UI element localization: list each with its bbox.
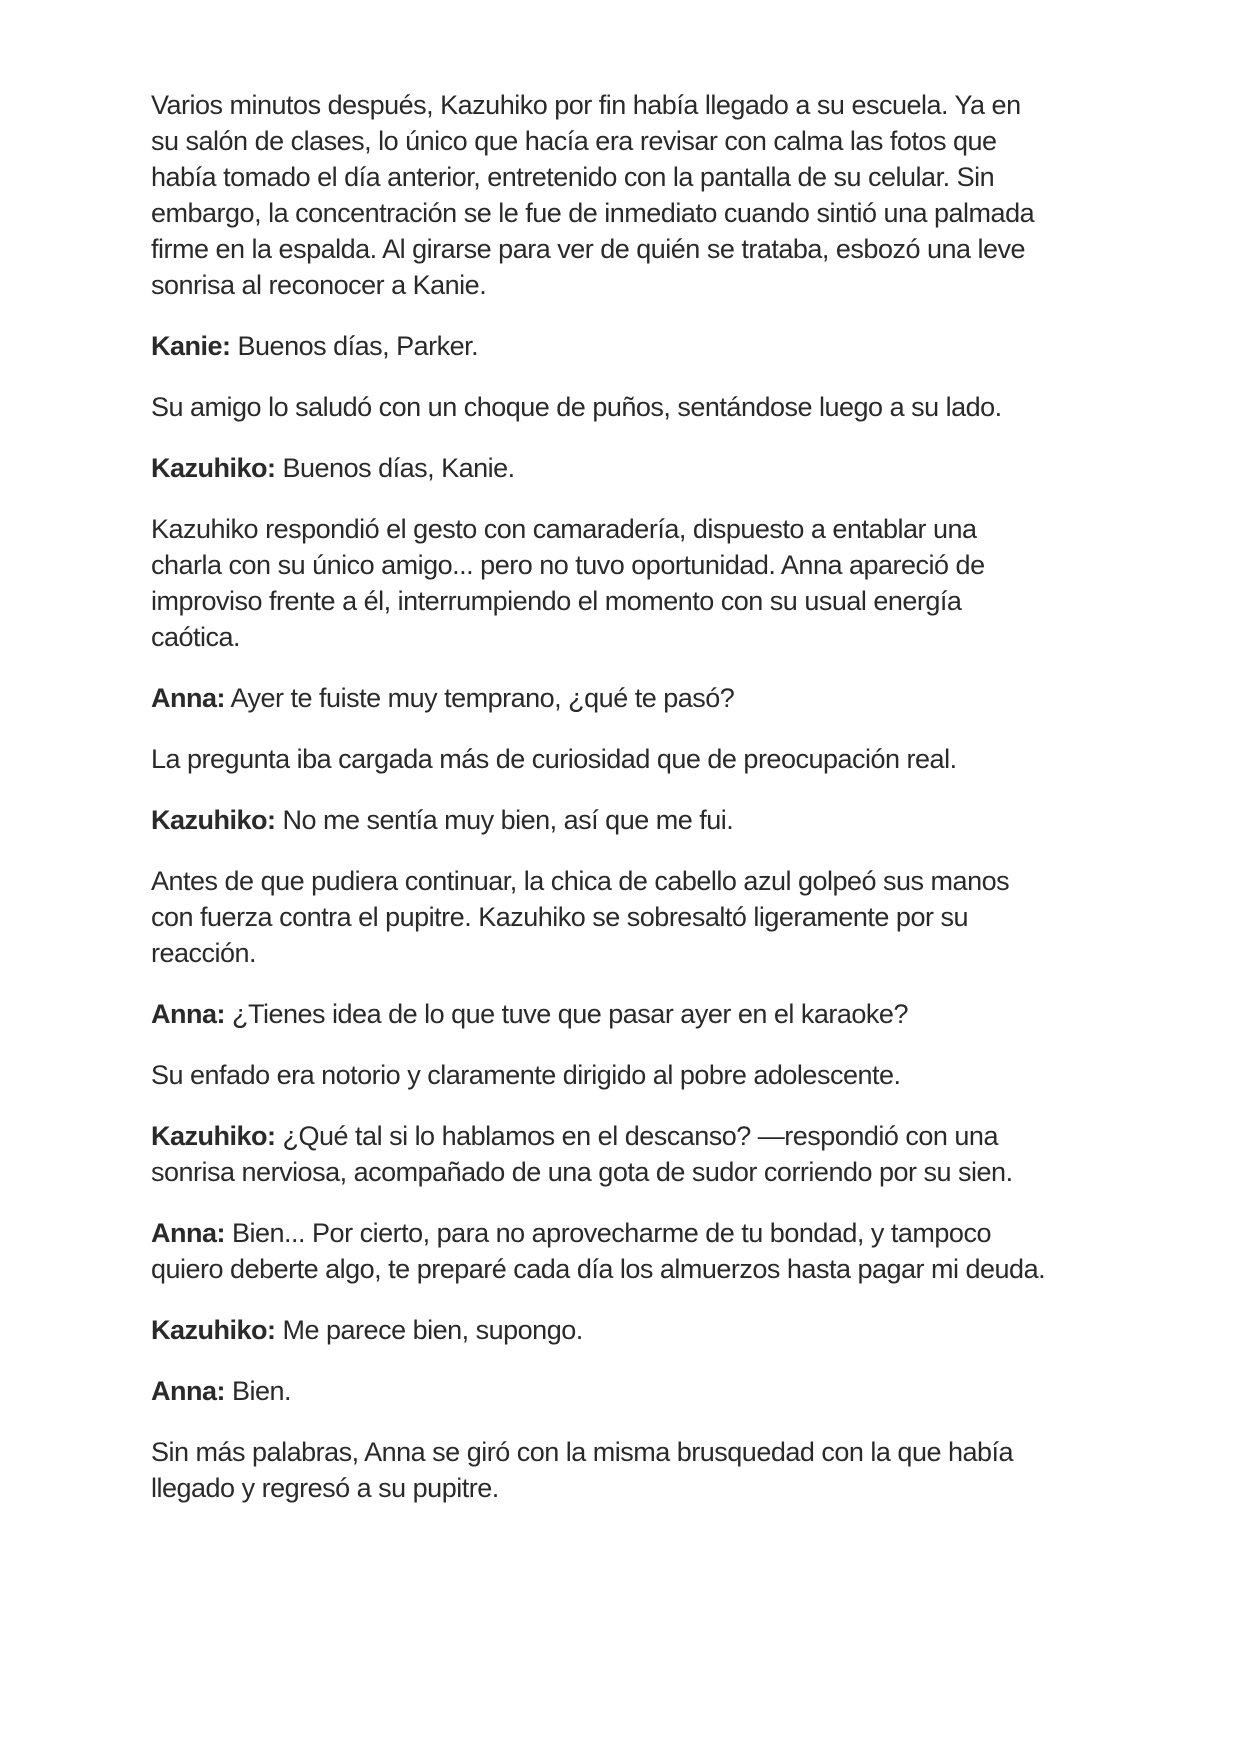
speaker-name: Kazuhiko:: [151, 453, 276, 483]
line-text: embargo, la concentración se le fue de inmediato cuando sintió una palmada: [151, 198, 1035, 228]
narration-paragraph: [151, 1057, 1151, 1093]
dialogue-paragraph: [151, 802, 1151, 838]
narration-paragraph: [151, 863, 1151, 971]
text-line: [151, 935, 1151, 971]
text-line: [151, 802, 1151, 838]
text-line: [151, 619, 1151, 655]
text-line: [151, 899, 1151, 935]
speaker-name: Anna:: [151, 1376, 225, 1406]
line-text: firme en la espalda. Al girarse para ver de quién se trataba, esbozó una leve: [151, 234, 1026, 264]
text-line: [151, 996, 1151, 1032]
speaker-name: Kazuhiko:: [151, 805, 276, 835]
dialogue-paragraph: [151, 1373, 1151, 1409]
text-line: [151, 863, 1151, 899]
line-text: improviso frente a él, interrumpiendo el momento con su usual energía: [151, 586, 962, 616]
line-text: ¿Tienes idea de lo que tuve que pasar ayer en el karaoke?: [225, 999, 908, 1029]
text-line: [151, 1312, 1151, 1348]
dialogue-paragraph: [151, 1118, 1151, 1190]
line-text: La pregunta iba cargada más de curiosidad que de preocupación real.: [151, 744, 957, 774]
dialogue-paragraph: [151, 680, 1151, 716]
line-text: Me parece bien, supongo.: [275, 1315, 583, 1345]
line-text: reacción.: [151, 938, 257, 968]
line-text: Varios minutos después, Kazuhiko por fin había llegado a su escuela. Ya en: [151, 90, 1021, 120]
text-line: [151, 328, 1151, 364]
dialogue-paragraph: [151, 996, 1151, 1032]
text-line: [151, 547, 1151, 583]
text-line: [151, 1057, 1151, 1093]
narration-paragraph: [151, 511, 1151, 655]
dialogue-paragraph: [151, 1215, 1151, 1287]
line-text: Bien... Por cierto, para no aprovecharme de tu bondad, y tampoco: [225, 1218, 991, 1248]
line-text: Kazuhiko respondió el gesto con camaradería, dispuesto a entablar una: [151, 514, 977, 544]
line-text: caótica.: [151, 622, 241, 652]
line-text: había tomado el día anterior, entretenido con la pantalla de su celular. Sin: [151, 162, 995, 192]
text-line: [151, 511, 1151, 547]
dialogue-paragraph: [151, 1312, 1151, 1348]
text-line: [151, 1434, 1151, 1470]
text-line: [151, 1470, 1151, 1506]
narration-paragraph: [151, 1434, 1151, 1506]
line-text: ¿Qué tal si lo hablamos en el descanso? —respondió con una: [275, 1121, 998, 1151]
speaker-name: Anna:: [151, 1218, 225, 1248]
text-line: [151, 1373, 1151, 1409]
line-text: quiero deberte algo, te preparé cada día los almuerzos hasta pagar mi deuda.: [151, 1254, 1046, 1284]
line-text: Buenos días, Kanie.: [275, 453, 515, 483]
speaker-name: Kanie:: [151, 331, 231, 361]
text-line: [151, 583, 1151, 619]
document-body: [151, 87, 1151, 1531]
narration-paragraph: [151, 389, 1151, 425]
speaker-name: Anna:: [151, 999, 225, 1029]
line-text: Sin más palabras, Anna se giró con la misma brusquedad con la que había: [151, 1437, 1014, 1467]
line-text: sonrisa al reconocer a Kanie.: [151, 270, 487, 300]
narration-paragraph: [151, 87, 1151, 303]
text-line: [151, 1154, 1151, 1190]
text-line: [151, 1118, 1151, 1154]
speaker-name: Anna:: [151, 683, 225, 713]
speaker-name: Kazuhiko:: [151, 1315, 276, 1345]
line-text: llegado y regresó a su pupitre.: [151, 1473, 499, 1503]
dialogue-paragraph: [151, 450, 1151, 486]
narration-paragraph: [151, 741, 1151, 777]
line-text: Buenos días, Parker.: [230, 331, 479, 361]
text-line: [151, 1251, 1151, 1287]
line-text: No me sentía muy bien, así que me fui.: [275, 805, 734, 835]
text-line: [151, 195, 1151, 231]
line-text: con fuerza contra el pupitre. Kazuhiko se sobresaltó ligeramente por su: [151, 902, 968, 932]
text-line: [151, 267, 1151, 303]
text-line: [151, 1215, 1151, 1251]
line-text: Ayer te fuiste muy temprano, ¿qué te pasó?: [225, 683, 735, 713]
line-text: Antes de que pudiera continuar, la chica de cabello azul golpeó sus manos: [151, 866, 1010, 896]
line-text: charla con su único amigo... pero no tuvo oportunidad. Anna apareció de: [151, 550, 985, 580]
text-line: [151, 450, 1151, 486]
speaker-name: Kazuhiko:: [151, 1121, 276, 1151]
text-line: [151, 741, 1151, 777]
text-line: [151, 123, 1151, 159]
line-text: Su amigo lo saludó con un choque de puños, sentándose luego a su lado.: [151, 392, 1002, 422]
text-line: [151, 680, 1151, 716]
line-text: su salón de clases, lo único que hacía era revisar con calma las fotos que: [151, 126, 997, 156]
text-line: [151, 389, 1151, 425]
line-text: sonrisa nerviosa, acompañado de una gota de sudor corriendo por su sien.: [151, 1157, 1013, 1187]
text-line: [151, 159, 1151, 195]
text-line: [151, 231, 1151, 267]
dialogue-paragraph: [151, 328, 1151, 364]
text-line: [151, 87, 1151, 123]
line-text: Bien.: [225, 1376, 292, 1406]
line-text: Su enfado era notorio y claramente dirigido al pobre adolescente.: [151, 1060, 901, 1090]
